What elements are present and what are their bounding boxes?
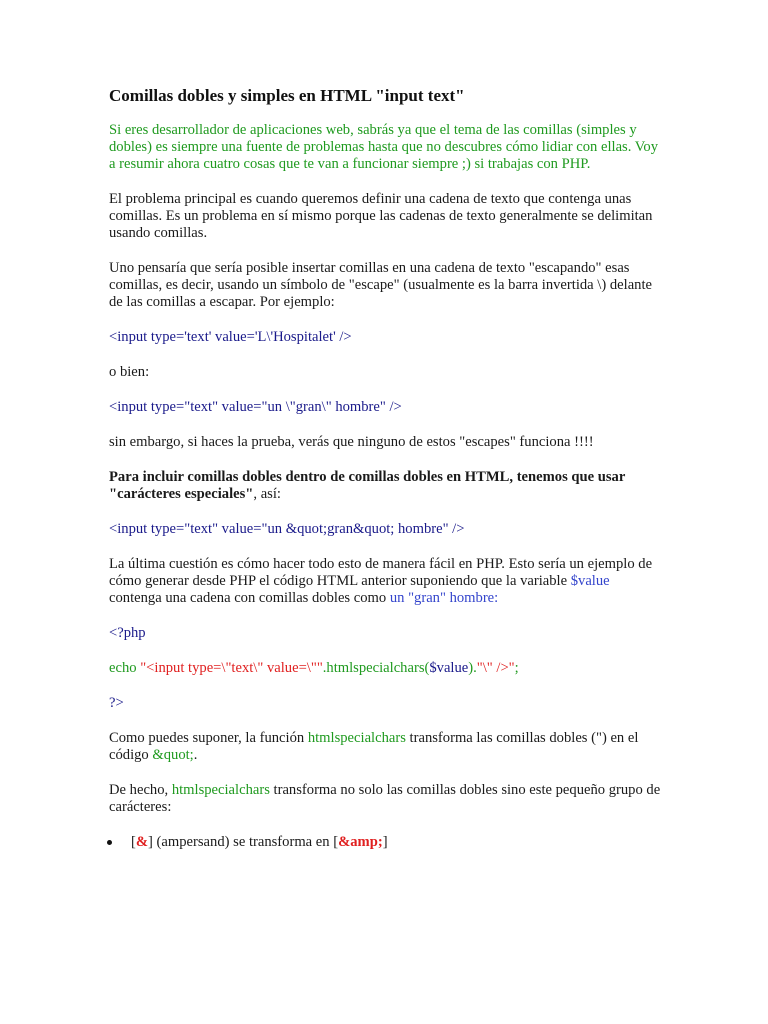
fact-text-a: De hecho, bbox=[109, 782, 172, 798]
echo-quote-2: " bbox=[316, 660, 323, 676]
echo-keyword: echo bbox=[109, 660, 141, 676]
char-list bbox=[109, 834, 661, 851]
code-example-2: <input type="text" value="un \"gran\" hombre" /> bbox=[109, 399, 402, 415]
function-name-2: htmlspecialchars bbox=[171, 782, 270, 798]
echo-close: ). bbox=[468, 660, 477, 676]
paragraph-htmlspecialchars bbox=[109, 730, 661, 764]
fact-text-b: transforma no solo las comillas dobles sino este pequeño grupo de carácteres: bbox=[109, 782, 661, 815]
li-mid: ] (ampersand) se transforma en [ bbox=[148, 834, 339, 850]
li-open: [ bbox=[131, 834, 136, 850]
article bbox=[109, 86, 661, 851]
ampersand-symbol: & bbox=[135, 834, 149, 850]
php-variable: $value bbox=[570, 573, 610, 589]
echo-end: ; bbox=[514, 660, 519, 676]
php-text-a: La última cuestión es cómo hacer todo esto de manera fácil en PHP. Esto sería un ejemplo de cómo generar desde PHP el código HTML anterior suponiendo que la variable bbox=[109, 556, 653, 589]
echo-quote-1: " bbox=[140, 660, 147, 676]
paragraph-no-escape: sin embargo, si haces la prueba, verás que ninguno de estos "escapes" funciona !!!! bbox=[109, 434, 594, 450]
echo-string-2: "\" />" bbox=[476, 660, 515, 676]
hsc-text-a: Como puedes suponer, la función bbox=[109, 730, 308, 746]
hsc-text-c: . bbox=[193, 747, 198, 763]
hsc-text-b: transforma las comillas dobles (") en el código bbox=[109, 730, 639, 763]
code-example-3: <input type="text" value="un &quot;gran&quot; hombre" /> bbox=[109, 521, 465, 537]
paragraph-or: o bien: bbox=[109, 364, 150, 380]
echo-variable: $value bbox=[429, 660, 469, 676]
bullet-icon bbox=[107, 840, 112, 845]
special-chars-bold: Para incluir comillas dobles dentro de comillas dobles en HTML, tenemos que usar "carácteres especiales" bbox=[109, 469, 626, 502]
php-close-tag: ?> bbox=[109, 695, 124, 711]
li-close: ] bbox=[382, 834, 388, 850]
list-item bbox=[131, 834, 661, 851]
paragraph-escape: Uno pensaría que sería posible insertar comillas en una cadena de texto "escapando" esas comillas, es decir, usando un símbolo de "escape" (usualmente es la barra invertida \) delante de las comillas a escapar. Por ejemplo: bbox=[109, 260, 653, 310]
amp-entity: &amp; bbox=[338, 834, 383, 850]
quot-entity: &quot; bbox=[152, 747, 194, 763]
php-value-example: un "gran" hombre: bbox=[389, 590, 499, 606]
special-chars-rest: , así: bbox=[253, 486, 281, 502]
function-name: htmlspecialchars bbox=[307, 730, 406, 746]
echo-function: .htmlspecialchars( bbox=[322, 660, 430, 676]
php-echo-line bbox=[109, 660, 661, 677]
paragraph-special-chars bbox=[109, 469, 661, 503]
php-text-b: contenga una cadena con comillas dobles como bbox=[109, 590, 390, 606]
php-open-tag: <?php bbox=[109, 625, 146, 641]
intro-paragraph: Si eres desarrollador de aplicaciones web, sabrás ya que el tema de las comillas (simples y dobles) es siempre una fuente de problemas hasta que no descubres cómo lidiar con ellas. Voy a resumir ahora cuatro cosas que te van a funcionar siempre ;) si trabajas con PHP. bbox=[109, 122, 659, 172]
paragraph-problem: El problema principal es cuando queremos definir una cadena de texto que contenga unas comillas. Es un problema en sí mismo porque las cadenas de texto generalmente se delimitan usando comillas. bbox=[109, 191, 653, 241]
paragraph-php bbox=[109, 556, 661, 607]
code-example-1: <input type='text' value='L\'Hospitalet' /> bbox=[109, 329, 352, 345]
paragraph-in-fact bbox=[109, 782, 661, 816]
echo-string: <input type=\"text\" value=\" bbox=[146, 660, 317, 676]
page-title: Comillas dobles y simples en HTML "input text" bbox=[109, 86, 465, 105]
